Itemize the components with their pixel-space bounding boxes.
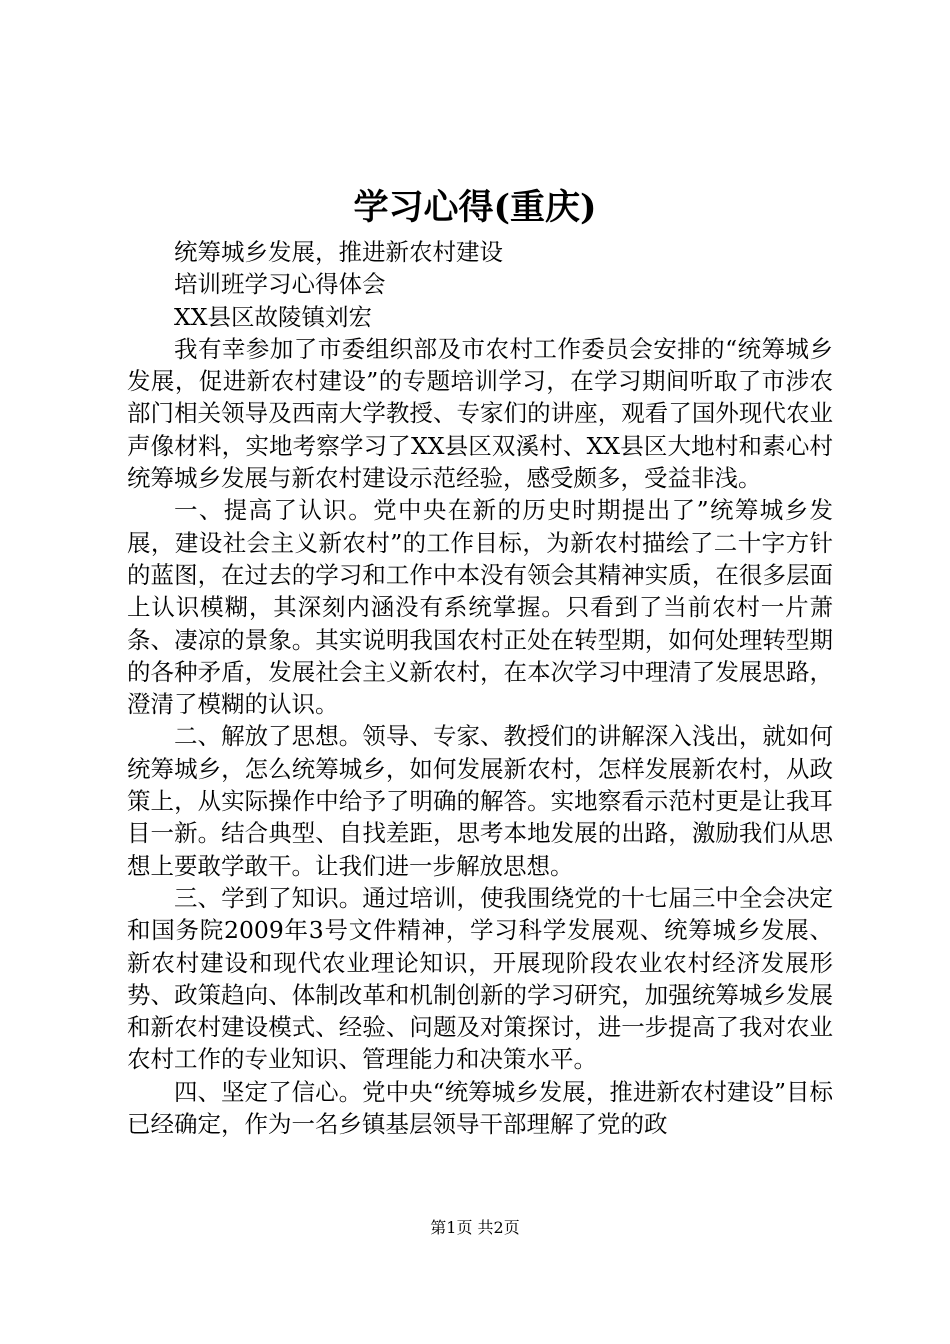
subtitle-line: 统筹城乡发展，推进新农村建设 bbox=[174, 238, 503, 266]
paragraph: 三、学到了知识。通过培训，使我围绕党的十七届三中全会决定和国务院2009年3号文件精神，学习科学发展观、统筹城乡发展、新农村建设和现代农业理论知识，开展现阶段农业农村经济发展形势、政策趋向、体制改革和机制创新的学习研究，加强统筹城乡发展和新农村建设模式、经验、问题及对策探讨，进一步提高了我对农业农村工作的专业知识、管理能力和决策水平。 bbox=[127, 883, 833, 1074]
document-title: 学习心得(重庆) bbox=[353, 187, 597, 228]
paragraph: 我有幸参加了市委组织部及市农村工作委员会安排的“统筹城乡发展，促进新农村建设”的专题培训学习，在学习期间听取了市涉农部门相关领导及西南大学教授、专家们的讲座，观看了国外现代农业声像材料，实地考察学习了XX县区双溪村、XX县区大地村和素心村统筹城乡发展与新农村建设示范经验，感受颇多，受益非浅。 bbox=[127, 334, 833, 493]
author-line: XX县区故陵镇刘宏 bbox=[174, 302, 372, 331]
document-body bbox=[127, 236, 833, 1140]
subtitle-line-2: 培训班学习心得体会 bbox=[174, 270, 386, 299]
paragraph: 一、提高了认识。党中央在新的历史时期提出了”统筹城乡发展，建设社会主义新农村”的工作目标，为新农村描绘了二十字方针的蓝图，在过去的学习和工作中本没有领会其精神实质，在很多层面上认识模糊，其深刻内涵没有系统掌握。只看到了当前农村一片萧条、凄凉的景象。其实说明我国农村正处在转型期，如何处理转型期的各种矛盾，发展社会主义新农村，在本次学习中理清了发展思路，澄清了模糊的认识。 bbox=[127, 496, 833, 719]
page-footer: 第1页 共2页 bbox=[430, 1218, 520, 1237]
paragraph: 四、坚定了信心。党中央“统筹城乡发展，推进新农村建设”目标已经确定，作为一名乡镇基层领导干部理解了党的政 bbox=[127, 1077, 833, 1139]
paragraph: 二、解放了思想。领导、专家、教授们的讲解深入浅出，就如何统筹城乡，怎么统筹城乡，如何发展新农村，怎样发展新农村，从政策上，从实际操作中给予了明确的解答。实地察看示范村更是让我耳目一新。结合典型、自找差距，思考本地发展的出路，激励我们从思想上要敢学敢干。让我们进一步解放思想。 bbox=[127, 722, 833, 880]
